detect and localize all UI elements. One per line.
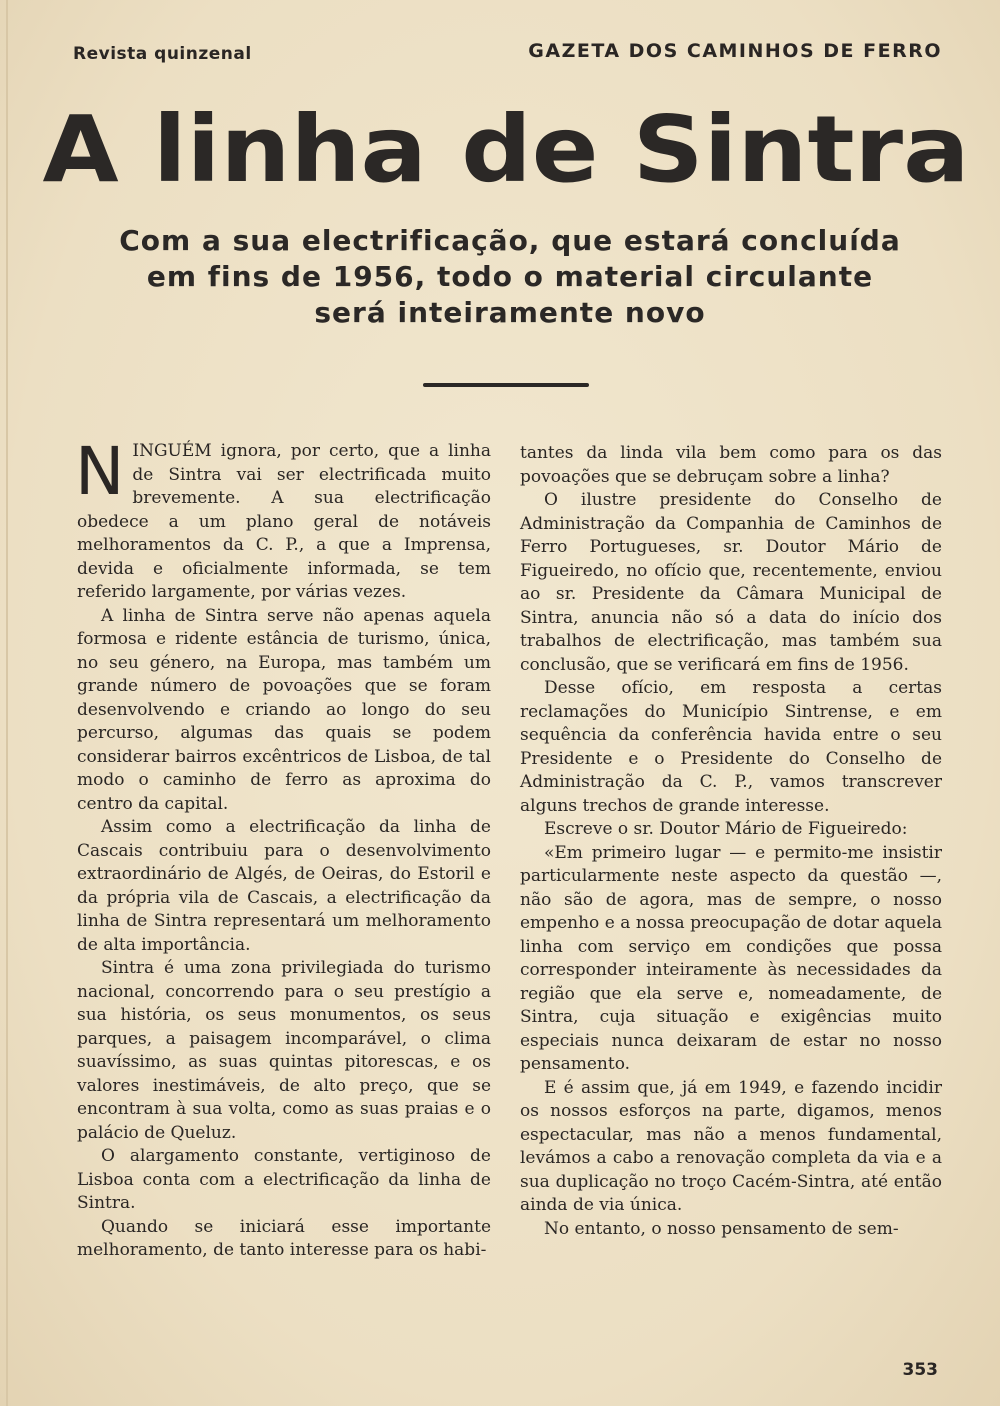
paragraph: Escreve o sr. Doutor Mário de Figueiredo:: [544, 819, 908, 839]
subtitle-line-1: Com a sua electrificação, que estará concluída: [119, 224, 901, 257]
paragraph: No entanto, o nosso pensamento de sem-: [544, 1218, 899, 1239]
paragraph: Sintra é uma zona privilegiada do turismo nacional, concorrendo para o seu prestígio a sua história, os seus monumentos, os seus parques, a paisagem incomparável, o clima suavíssimo, as suas quintas pitorescas, e os valores inestimáveis, de alto preço, que se encontram à sua volta, como as suas praias e o palácio de Queluz.: [77, 958, 491, 1143]
paragraph: E é assim que, já em 1949, e fazendo incidir os nossos esforços na parte, digamos, menos espectacular, mas não a menos fundamental, levámos a cabo a renovação completa da via e a sua duplicação no troço Cacém-Sintra, até então ainda de via única.: [520, 1077, 942, 1215]
paragraph: Assim como a electrificação da linha de Cascais contribuiu para o desenvolvimento extraordinário de Algés, de Oeiras, do Estoril e da própria vila de Cascais, a electrificação da linha de Sintra representará um melhoramento de alta importância.: [77, 817, 491, 955]
paragraph: O ilustre presidente do Conselho de Administração da Companhia de Caminhos de Ferro Portugueses, sr. Doutor Mário de Figueiredo, no ofício que, recentemente, enviou ao sr. Presidente da Câmara Municipal de Sintra, anuncia não só a data do início dos trabalhos de electrificação, mas também sua conclusão, que se verificará em fins de 1956.: [520, 490, 942, 675]
paragraph: tantes da linda vila bem como para os das povoações que se debruçam sobre a linha?: [520, 443, 942, 487]
paragraph: Desse ofício, em resposta a certas reclamações do Município Sintrense, e em sequência da conferência havida entre o seu Presidente e o Presidente do Conselho de Administração da C. P., vamos transcrever alguns trechos de grande interesse.: [520, 678, 942, 816]
title-divider: [423, 383, 589, 387]
article-column-right: [520, 442, 942, 1241]
page-fold-line: [6, 0, 8, 1406]
header-periodicity: Revista quinzenal: [73, 44, 252, 64]
page-number: 353: [902, 1360, 938, 1380]
subtitle-line-3: será inteiramente novo: [314, 296, 706, 329]
paragraph: A linha de Sintra serve não apenas aquela formosa e ridente estância de turismo, única, no seu género, na Europa, mas também um grande número de povoações que se foram desenvolvendo e criando ao longo do seu percurso, algumas das quais se podem considerar bairros excêntricos de Lisboa, de tal modo o caminho de ferro as aproxima do centro da capital.: [77, 605, 491, 814]
paragraph: [75, 433, 491, 605]
article-subtitle: [110, 223, 910, 331]
article-title: A linha de Sintra: [42, 96, 970, 203]
paragraph-text: INGUÉM ignora, por certo, que a linha de Sintra vai ser electrificada muito brevemente. A sua electrificação obedece a um plano geral de notáveis melhoramentos da C. P., a que a Imprensa, devida e oficialmente informada, se tem referido largamente, por várias vezes.: [77, 441, 491, 602]
paragraph: O alargamento constante, vertiginoso de Lisboa conta com a electrificação da linha de Sintra.: [77, 1146, 491, 1213]
subtitle-line-2: em fins de 1956, todo o material circulante: [146, 260, 874, 293]
header-publication-name: GAZETA DOS CAMINHOS DE FERRO: [528, 40, 942, 62]
article-column-left: [75, 433, 491, 1263]
paragraph: «Em primeiro lugar — e permito-me insistir particularmente neste aspecto da questão —, não são de agora, mas de sempre, o nosso empenho e a nossa preocupação de dotar aquela linha com serviço em condições que possa corresponder inteiramente às necessidades da região que ela serve e, nomeadamente, de Sintra, cuja situação e exigências muito especiais nunca deixaram de estar no nosso pensamento.: [520, 842, 942, 1074]
paragraph: Quando se iniciará esse importante melhoramento, de tanto interesse para os habi-: [77, 1216, 491, 1260]
drop-cap: N: [75, 433, 125, 510]
